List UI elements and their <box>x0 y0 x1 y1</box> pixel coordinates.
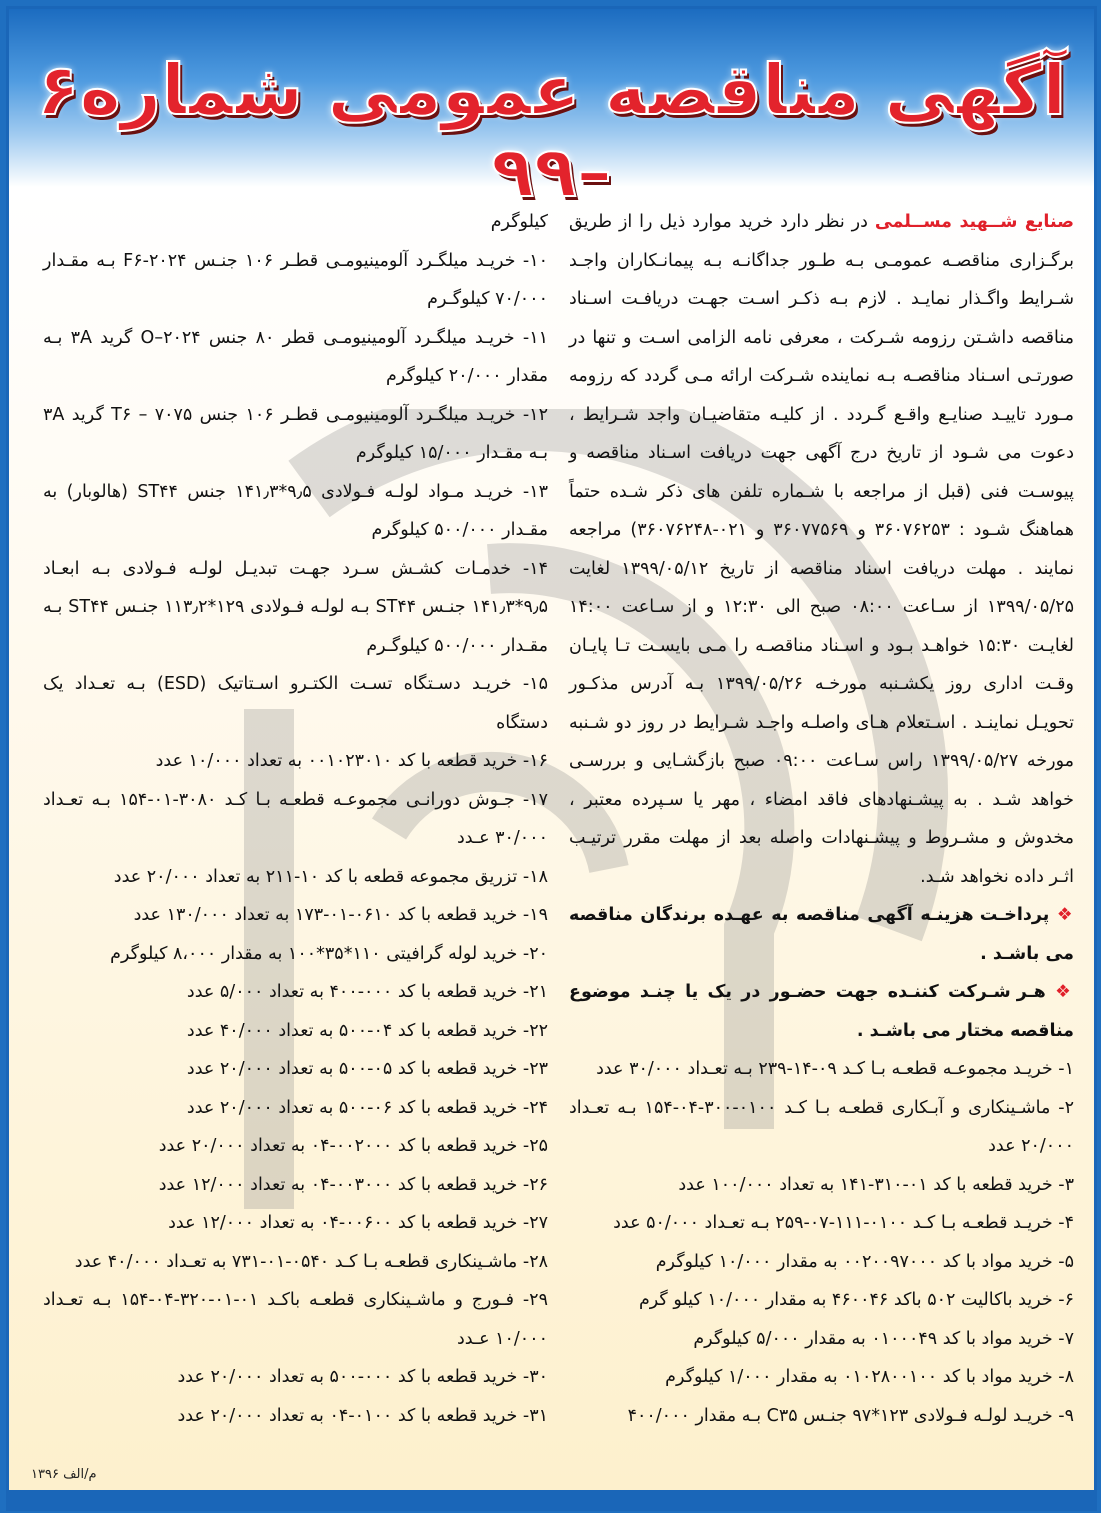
list-item-continuation: کیلوگرم <box>490 212 548 232</box>
tender-notice <box>6 6 1097 1511</box>
list-item: ۲۰- خرید لوله گرافیتی ۱۱۰*۳۵*۱۰۰ به مقدار ۸،۰۰۰ کیلوگرم <box>110 943 548 964</box>
list-item: ۹- خریـد لولـه فـولادی ۱۲۳*۹۷ جنـس C۳۵ بـه مقدار ۴۰۰/۰۰۰ <box>627 1405 1074 1426</box>
list-item: ۱۶- خرید قطعه با کد ۰۰۱۰۲۳۰۱۰ به تعداد ۱۰/۰۰۰ عدد <box>155 751 548 771</box>
list-item: ۸- خرید مواد با کد ۰۱۰۲۸۰۰۱۰۰ به مقدار ۱/۰۰۰ کیلوگرم <box>665 1367 1074 1387</box>
list-item: ۱۲- خریـد میلگـرد آلومینیومـی قطـر ۱۰۶ جنس ۷۰۷۵ – T۶ گرید ۳A بـه مقـدار ۱۵/۰۰۰ کیلوگرم <box>43 404 548 463</box>
list-item: ۳۰- خرید قطعه با کد ۰۰۰-۵۰۰ به تعداد ۲۰/۰۰۰ عدد <box>177 1367 548 1387</box>
list-item: ۱۹- خرید قطعه با کد ۰۶۱۰-۰۱-۱۷۳ به تعداد ۱۳۰/۰۰۰ عدد <box>133 905 548 925</box>
list-item: ۲۵- خرید قطعه با کد ۰۰۲۰۰۰-۰۴ به تعداد ۲۰/۰۰۰ عدد <box>158 1136 548 1156</box>
bottom-border <box>9 1490 1094 1508</box>
list-item: ۲۲- خرید قطعه با کد ۰۴-۵۰۰ به تعداد ۴۰/۰۰۰ عدد <box>186 1020 548 1041</box>
list-item: ۱۸- تزریق مجموعه قطعه با کد ۱۰-۲۱۱ به تعداد ۲۰/۰۰۰ عدد <box>113 866 548 887</box>
header-banner <box>9 9 1094 213</box>
item-list <box>569 1050 1074 1435</box>
left-column <box>43 203 548 1435</box>
list-item: ۲۴- خرید قطعه با کد ۰۶-۵۰۰ به تعداد ۲۰/۰۰۰ عدد <box>186 1097 548 1118</box>
list-item: ۱۳- خریـد مـواد لولـه فـولادی ۹٫۵*۱۴۱٫۳ جنس ST۴۴ (هالوبار) به مقـدار ۵۰۰/۰۰۰ کیلوگرم <box>43 481 549 540</box>
list-item: ۲۳- خرید قطعه با کد ۰۵-۵۰۰ به تعداد ۲۰/۰۰۰ عدد <box>186 1059 548 1079</box>
list-item: ۲۱- خرید قطعه با کد ۰۰۰-۴۰۰ به تعداد ۵/۰۰۰ عدد <box>186 982 548 1002</box>
intro-paragraph <box>569 203 1074 896</box>
list-item: ۲۷- خرید قطعه با کد ۰۰۶۰۰-۰۴ به تعداد ۱۲/۰۰۰ عدد <box>168 1213 548 1233</box>
red-star-icon: ❖ <box>1056 905 1074 925</box>
item-list <box>43 242 548 1436</box>
right-column <box>569 203 1074 1435</box>
list-item: ۲۶- خرید قطعه با کد ۰۰۳۰۰۰-۰۴ به تعداد ۱۲/۰۰۰ عدد <box>158 1174 548 1195</box>
list-item: ۶- خرید باکالیت ۵۰۲ باکد ۴۶۰۰۴۶ به مقدار ۱۰/۰۰۰ کیلو گرم <box>638 1290 1074 1310</box>
list-item: ۷- خرید مواد با کد ۰۱۰۰۰۴۹ به مقدار ۵/۰۰۰ کیلوگرم <box>693 1328 1074 1349</box>
company-name: صنایع شــهید مســلمی <box>874 212 1075 232</box>
bullet-item <box>569 896 1074 973</box>
list-item: ۵- خرید مواد با کد ۰۰۲۰۰۹۷۰۰۰ به مقدار ۱۰/۰۰۰ کیلوگرم <box>655 1251 1074 1272</box>
list-item: ۴- خریـد قطعـه بـا کـد ۰۱۰۰-۱۱۱-۰۷-۲۵۹ بـه تعـداد ۵۰/۰۰۰ عدد <box>613 1213 1074 1233</box>
bullet-item <box>569 973 1074 1050</box>
bullet-text: هـر شـرکت کننـده جهت حضـور در یک یا چنـد موضوع مناقصه مختار می باشـد . <box>569 982 1074 1041</box>
list-item: ۲۹- فـورج و ماشـینکاری قطعـه باکـد ۰۱-۰۱-۳۲۰-۰۴-۱۵۴ بـه تعـداد ۱۰/۰۰۰ عـدد <box>43 1290 548 1349</box>
publication-code: م/الف ۱۳۹۶ <box>31 1467 97 1482</box>
list-item: ۱۱- خریـد میلگـرد آلومینیومـی قطر ۸۰ جنس ۲۰۲۴–O گرید ۳A بـه مقدار ۲۰/۰۰۰ کیلوگرم <box>43 327 548 386</box>
list-item: ۱۴- خدمـات کشـش سـرد جهـت تبدیـل لولـه فـولادی بـه ابعـاد ۹٫۵*۱۴۱٫۳ جنـس ST۴۴ بـه لولـه فـولادی ۱۲۹*۱۱۳٫۲ جنـس ST۴۴ بـه مقـدار ۵۰۰/۰۰۰ کیلوگـرم <box>43 558 548 656</box>
page-title: آگهی مناقصه عمومی شماره۶ –۹۹ <box>36 49 1067 213</box>
list-item: ۲۸- ماشـینکاری قطعـه بـا کـد ۰۵۴۰-۰۱-۷۳۱ به تعـداد ۴۰/۰۰۰ عدد <box>74 1251 548 1272</box>
red-star-icon: ❖ <box>1055 982 1074 1002</box>
list-item: ۳۱- خرید قطعه با کد ۰۱۰۰-۰۴ به تعداد ۲۰/۰۰۰ عدد <box>177 1405 548 1426</box>
list-item: ۳- خرید قطعه با کد ۰۱-۳۱۰-۱۴۱ به تعداد ۱۰۰/۰۰۰ عدد <box>678 1174 1074 1195</box>
list-item: ۱۵- خریـد دسـتگاه تسـت الکتـرو اسـتاتیک (ESD) بـه تعـداد یک دستگاه <box>43 674 549 733</box>
bullet-text: پرداخـت هزینـه آگهی مناقصه به عهـده برندگان مناقصه می باشـد . <box>569 905 1074 964</box>
list-item: ۱۷- جـوش دورانـی مجموعـه قطعـه بـا کـد ۳۰۸۰-۰۱-۱۵۴ بـه تعـداد ۳۰/۰۰۰ عـدد <box>43 789 548 848</box>
list-item: ۱- خریـد مجموعـه قطعـه بـا کـد ۰۹-۱۴-۲۳۹ بـه تعـداد ۳۰/۰۰۰ عدد <box>596 1059 1074 1079</box>
list-item: ۱۰- خریـد میلگـرد آلومینیومـی قطـر ۱۰۶ جنـس ۲۰۲۴-F۶ بـه مقـدار ۷۰/۰۰۰ کیلوگـرم <box>43 250 548 309</box>
list-item: ۲- ماشـینکاری و آبـکاری قطعـه بـا کـد ۰۱۰۰-۳۰۰-۰۴-۱۵۴ بـه تعـداد ۲۰/۰۰۰ عدد <box>569 1097 1074 1156</box>
intro-text: در نظر دارد خرید موارد ذیل را از طریق برگـزاری مناقصـه عمومـی بـه طـور جداگانـه بـه پیمانـکاران واجـد شـرایط واگـذار نمایـد . لازم بـه ذکـر اسـت جهـت دریافـت اسـناد مناقصه داشـتن رزومه شـرکت ، معرفی نامه الزامی اسـت و تنها در صورتـی اسـناد مناقصـه بـه نماینده شـرکت ارائه مـی گردد که رزومه مـورد تاییـد صنایـع واقـع گـردد . از کلیـه متقاضیـان واجد شـرایط ، دعوت می شـود از تاریخ درج آگهی جهت دریافت اسـناد مناقصه و پیوسـت فنی (قبل از مراجعه با شـماره تلفن های ذکر شـده حتماً هماهنگ شـود : ۳۶۰۷۶۲۵۳ و ۳۶۰۷۷۵۶۹ و ۰۲۱-۳۶۰۷۶۲۴۸) مراجعه نمایند . مهلت دریافت اسناد مناقصه از تاریخ ۱۳۹۹/۰۵/۱۲ لغایت ۱۳۹۹/۰۵/۲۵ از سـاعت ۰۸:۰۰ صبح الی ۱۲:۳۰ و از سـاعت ۱۴:۰۰ لغایـت ۱۵:۳۰ خواهـد بـود و اسـناد مناقصـه را مـی بایسـت تـا پایـان وقـت اداری روز یکشـنبه مورخـه ۱۳۹۹/۰۵/۲۶ بـه آدرس مذکـور تحویـل نماینـد . اسـتعلام هـای واصلـه واجـد شـرایط در روز دو شـنبه مورخه ۱۳۹۹/۰۵/۲۷ راس سـاعت ۰۹:۰۰ صبح بازگشـایی و بررسـی خواهد شـد . به پیشـنهادهای فاقد امضاء ، مهر یا سـپرده معتبر ، مخدوش و مشـروط و پیشـنهادات واصله بعد از مهلت مقرر ترتیـب اثـر داده نخواهد شـد. <box>569 212 1075 887</box>
